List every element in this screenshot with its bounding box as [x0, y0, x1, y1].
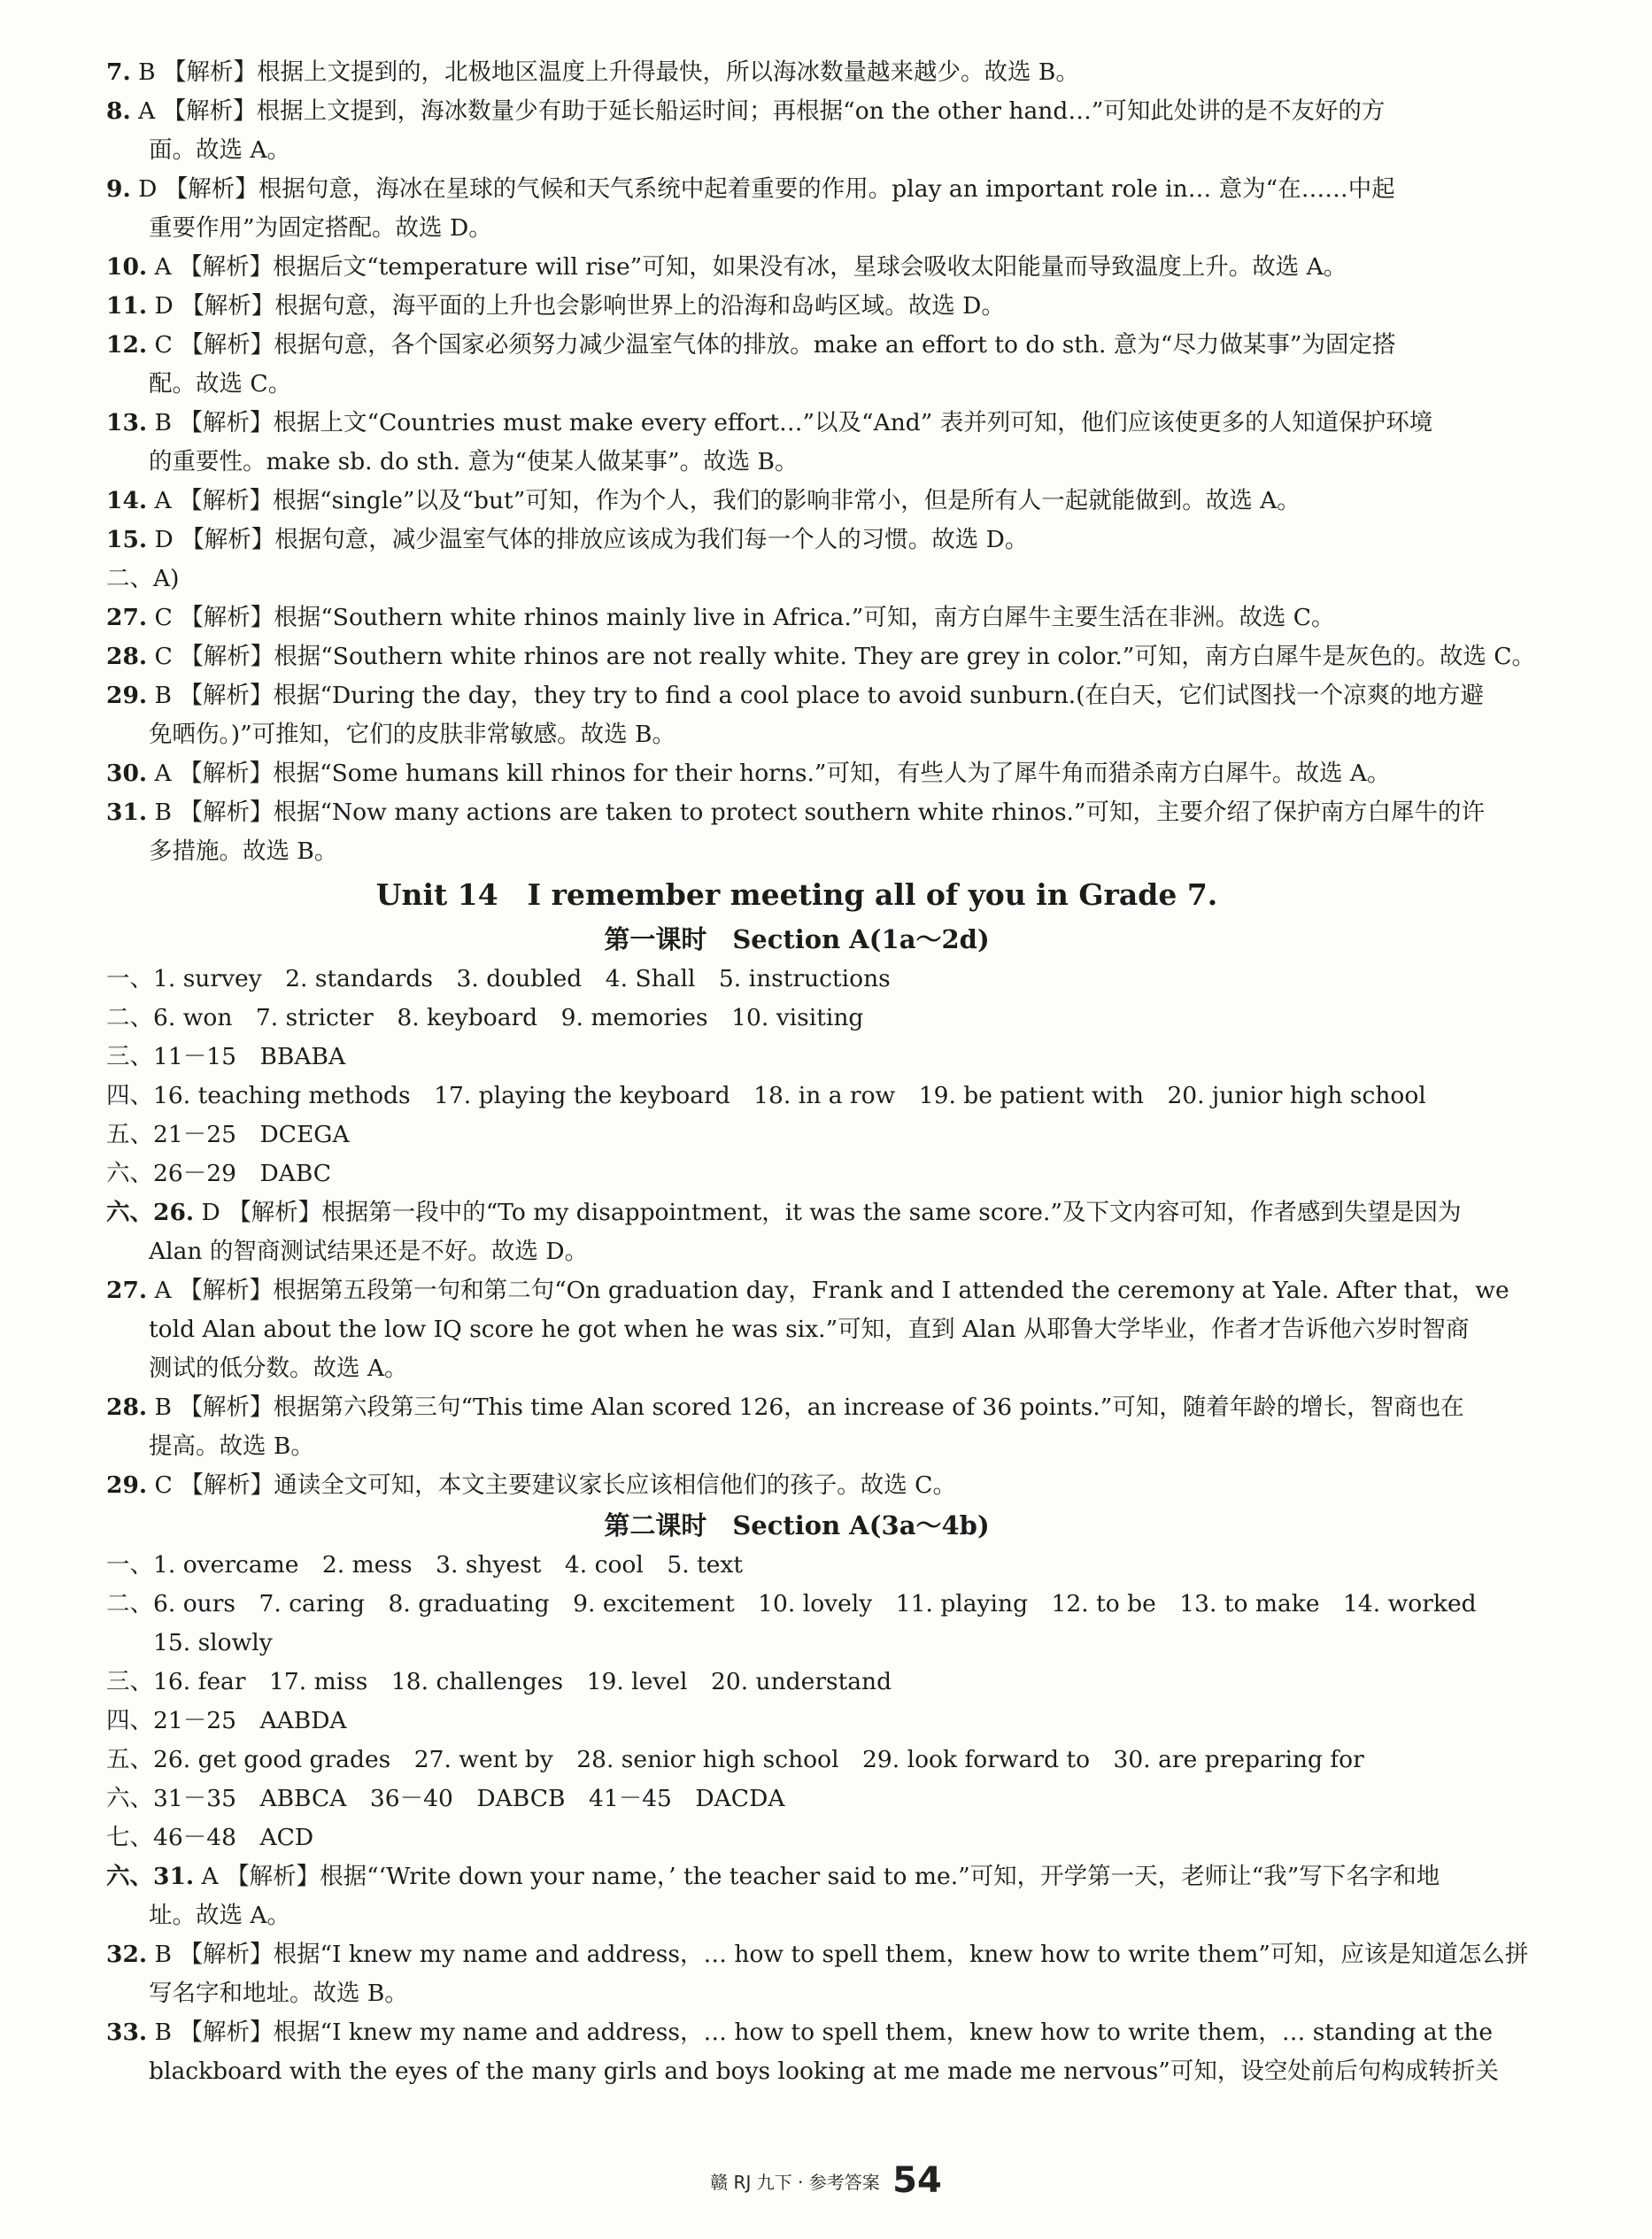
answer-line [106, 1310, 1487, 1349]
answer-line [106, 170, 1487, 209]
answer-text: 址。故选 A。 [149, 1902, 291, 1929]
answer-line [106, 248, 1487, 287]
answer-text: C 【解析】根据“Southern white rhinos mainly live in Africa.”可知，南方白犀牛主要生活在非洲。故选 C。 [154, 604, 1335, 631]
item-number: 28. [106, 1394, 148, 1421]
answer-text: 面。故选 A。 [149, 136, 291, 164]
answer-line [106, 1935, 1529, 1974]
answer-text: told Alan about the low IQ score he got when he was six.”可知，直到 Alan 从耶鲁大学毕业，作者才告诉他六岁时智商 [149, 1316, 1470, 1343]
item-number: 28. [106, 643, 148, 670]
item-number: 29. [106, 1471, 148, 1499]
answer-line: 二、6. ours 7. caring 8. graduating 9. excitement 10. lovely 11. playing 12. to be 13. to make 14. worked [106, 1590, 1477, 1617]
item-number: 33. [106, 2019, 148, 2046]
answer-line: 六、31－35 ABBCA 36－40 DABCB 41－45 DACDA [106, 1785, 785, 1812]
item-number: 27. [106, 604, 148, 631]
answer-line [106, 1857, 1487, 1896]
item-number: 32. [106, 1941, 148, 1968]
answer-text: D 【解析】根据句意，海冰在星球的气候和天气系统中起着重要的作用。play an important role in… 意为“在……中起 [138, 175, 1395, 203]
item-number: 7. [106, 58, 131, 86]
answer-text: C 【解析】根据句意，各个国家必须努力减少温室气体的排放。make an effort to do sth. 意为“尽力做某事”为固定搭 [154, 331, 1396, 359]
answer-text: 二、A) [106, 565, 180, 592]
item-number: 30. [106, 760, 148, 787]
answer-line [106, 754, 1487, 793]
unit-title: Unit 14 I remember meeting all of you in Grade 7. [375, 877, 1218, 912]
answer-line [106, 560, 1487, 598]
footer-label: 赣 RJ 九下 · 参考答案 [710, 2172, 880, 2193]
answer-text: A 【解析】根据“‘Write down your name，’ the teacher said to me.”可知，开学第一天，老师让“我”写下名字和地 [201, 1863, 1440, 1890]
answer-text: 提高。故选 B。 [149, 1432, 314, 1460]
answer-text: A 【解析】根据第五段第一句和第二句“On graduation day，Frank and I attended the ceremony at Yale. After that，we [154, 1277, 1509, 1304]
answer-content [106, 53, 1536, 2091]
item-number: 14. [106, 487, 148, 514]
answer-line: 五、21－25 DCEGA [106, 1121, 350, 1148]
answer-text: A 【解析】根据“Some humans kill rhinos for their horns.”可知，有些人为了犀牛角而猎杀南方白犀牛。故选 A。 [154, 760, 1391, 787]
answer-line [106, 209, 1487, 248]
answer-line [106, 131, 1487, 170]
answer-line [106, 1427, 1487, 1466]
answer-line: 二、6. won 7. stricter 8. keyboard 9. memories 10. visiting [106, 1004, 864, 1031]
answer-line [106, 53, 1487, 92]
answer-line: 四、21－25 AABDA [106, 1707, 347, 1734]
answer-text: B 【解析】根据上文提到的，北极地区温度上升得最快，所以海冰数量越来越少。故选 B。 [138, 58, 1079, 86]
answer-line [106, 443, 1487, 482]
answer-text: A 【解析】根据“single”以及“but”可知，作为个人，我们的影响非常小，但是所有人一起就能做到。故选 A。 [154, 487, 1301, 514]
item-number: 29. [106, 682, 148, 709]
answer-line [106, 1193, 1487, 1232]
answer-text: D 【解析】根据句意，减少温室气体的排放应该成为我们每一个人的习惯。故选 D。 [154, 526, 1029, 553]
answer-text: D 【解析】根据句意，海平面的上升也会影响世界上的沿海和岛屿区域。故选 D。 [154, 292, 1005, 320]
answer-text: C 【解析】通读全文可知，本文主要建议家长应该相信他们的孩子。故选 C。 [154, 1471, 956, 1499]
answer-line [106, 793, 1487, 832]
answer-line [106, 1896, 1487, 1935]
answer-text: B 【解析】根据“I knew my name and address，… how to spell them，knew how to write them”可知，应该是知道怎么拼 [154, 1941, 1529, 1968]
page-footer [0, 2160, 1652, 2201]
answer-line: 15. slowly [106, 1629, 273, 1656]
answer-text: B 【解析】根据“I knew my name and address，… how to spell them，knew how to write them，… standing at the [154, 2019, 1494, 2046]
item-number: 9. [106, 175, 131, 203]
answer-line: 三、16. fear 17. miss 18. challenges 19. level 20. understand [106, 1668, 892, 1695]
answer-line [106, 2052, 1499, 2091]
answer-line [106, 365, 1487, 404]
answer-line [106, 1388, 1487, 1427]
answer-text: 写名字和地址。故选 B。 [149, 1980, 408, 2007]
answer-line: 六、26－29 DABC [106, 1160, 332, 1187]
answer-line [106, 2013, 1494, 2052]
answer-line: 三、11－15 BBABA [106, 1043, 346, 1070]
item-number: 8. [106, 97, 131, 125]
answer-line [106, 1271, 1509, 1310]
item-number: 12. [106, 331, 148, 359]
item-number: 13. [106, 409, 148, 436]
answer-text: B 【解析】根据“During the day，they try to find a cool place to avoid sunburn.(在白天，它们试图找一个凉爽的地方避 [154, 682, 1485, 709]
item-number: 六、31. [106, 1863, 195, 1890]
answer-line [106, 1974, 1487, 2013]
answer-line [106, 1349, 1487, 1388]
item-number: 15. [106, 526, 148, 553]
answer-text: B 【解析】根据第六段第三句“This time Alan scored 126，an increase of 36 points.”可知，随着年龄的增长，智商也在 [154, 1394, 1464, 1421]
answer-text: 配。故选 C。 [149, 370, 292, 398]
item-number: 27. [106, 1277, 148, 1304]
answer-line [106, 715, 1487, 754]
item-number: 11. [106, 292, 148, 320]
answer-line [106, 404, 1487, 443]
answer-text: B 【解析】根据“Now many actions are taken to protect southern white rhinos.”可知，主要介绍了保护南方白犀牛的许 [154, 799, 1486, 826]
answer-line: 一、1. overcame 2. mess 3. shyest 4. cool 5. text [106, 1551, 743, 1579]
answer-line: 五、26. get good grades 27. went by 28. senior high school 29. look forward to 30. are preparing for [106, 1746, 1364, 1773]
page-number: 54 [892, 2160, 942, 2201]
item-number: 31. [106, 799, 148, 826]
answer-line [106, 287, 1487, 326]
answer-line [106, 482, 1487, 521]
answer-text: 测试的低分数。故选 A。 [149, 1355, 408, 1382]
answer-text: D 【解析】根据第一段中的“To my disappointment，it was the same score.”及下文内容可知，作者感到失望是因为 [201, 1199, 1462, 1226]
lesson1-title: 第一课时 Section A(1a～2d) [604, 924, 990, 954]
answer-line [106, 1466, 1487, 1505]
answer-text: 免晒伤。)”可推知，它们的皮肤非常敏感。故选 B。 [149, 721, 676, 748]
answer-line [106, 598, 1487, 637]
answer-line [106, 637, 1536, 676]
item-number: 10. [106, 253, 148, 281]
answer-text: A 【解析】根据后文“temperature will rise”可知，如果没有冰，星球会吸收太阳能量而导致温度上升。故选 A。 [154, 253, 1347, 281]
answer-line [106, 832, 1487, 871]
answer-line [106, 326, 1487, 365]
answer-text: A 【解析】根据上文提到，海冰数量少有助于延长船运时间；再根据“on the other hand…”可知此处讲的是不友好的方 [138, 97, 1386, 125]
item-number: 六、26. [106, 1199, 195, 1226]
answer-text: 重要作用”为固定搭配。故选 D。 [149, 214, 492, 242]
answer-line [106, 676, 1487, 715]
answer-text: 的重要性。make sb. do sth. 意为“使某人做某事”。故选 B。 [149, 448, 799, 475]
answer-line [106, 92, 1487, 131]
answer-text: Alan 的智商测试结果还是不好。故选 D。 [149, 1238, 589, 1265]
answer-line: 七、46－48 ACD [106, 1824, 314, 1851]
answer-line [106, 521, 1487, 560]
answer-text: B 【解析】根据上文“Countries must make every effort…”以及“And” 表并列可知，他们应该使更多的人知道保护环境 [154, 409, 1433, 436]
answer-line [106, 1232, 1487, 1271]
answer-line: 一、1. survey 2. standards 3. doubled 4. Shall 5. instructions [106, 965, 891, 992]
answer-text: C 【解析】根据“Southern white rhinos are not really white. They are grey in color.”可知，南方白犀牛是灰色的。故选 C。 [154, 643, 1536, 670]
answer-text: blackboard with the eyes of the many girls and boys looking at me made me nervous”可知，设空处前后句构成转折关 [149, 2058, 1499, 2085]
lesson2-title: 第二课时 Section A(3a～4b) [604, 1510, 990, 1540]
answer-text: 多措施。故选 B。 [149, 838, 338, 865]
answer-line: 四、16. teaching methods 17. playing the keyboard 18. in a row 19. be patient with 20. junior high school [106, 1082, 1426, 1109]
